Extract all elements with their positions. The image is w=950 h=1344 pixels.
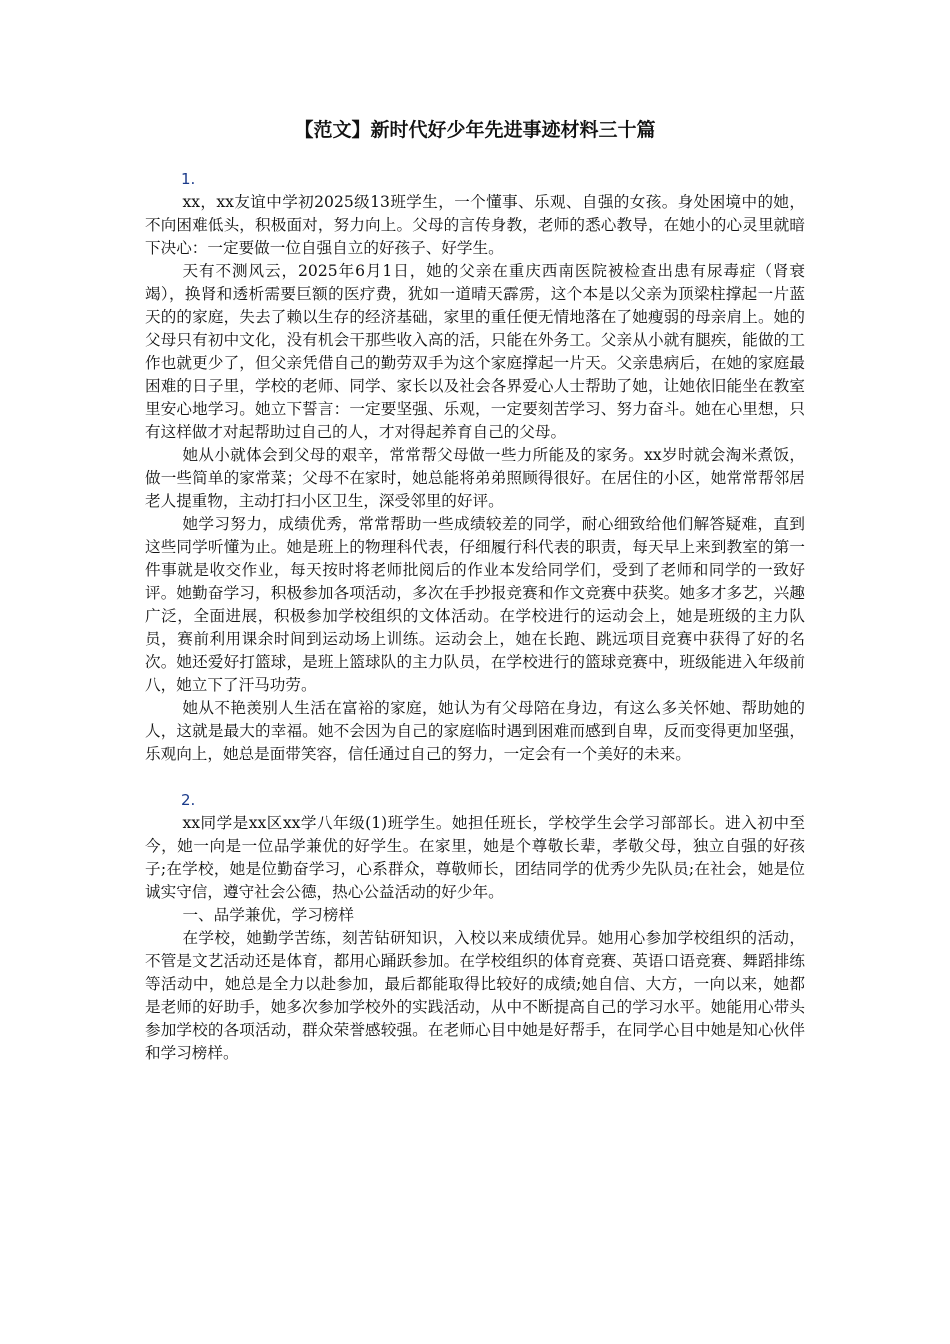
section-1 [145, 168, 805, 766]
section-2 [145, 789, 805, 1065]
subheading: 一、品学兼优，学习榜样 [182, 906, 354, 924]
section-number: 2. [181, 791, 196, 809]
document-body [145, 168, 805, 1065]
paragraph: 天有不测风云，2025年6月1日，她的父亲在重庆西南医院被检查出患有尿毒症（肾衰竭），换肾和透析需要巨额的医疗费，犹如一道晴天霹雳，这个本是以父亲为顶梁柱撑起一片蓝天的的家庭，失去了赖以生存的经济基础，家里的重任便无情地落在了她瘦弱的母亲肩上。她的父母只有初中文化，没有机会干那些收入高的活，只能在外务工。父亲从小就有腿疾，能做的工作也就更少了，但父亲凭借自己的勤劳双手为这个家庭撑起一片天。父亲患病后，在她的家庭最困难的日子里，学校的老师、同学、家长以及社会各界爱心人士帮助了她，让她依旧能坐在教室里安心地学习。她立下誓言：一定要坚强、乐观，一定要刻苦学习、努力奋斗。她在心里想，只有这样做才对起帮助过自己的人，才对得起养育自己的父母。 [145, 262, 805, 441]
paragraph: 她从小就体会到父母的艰辛，常常帮父母做一些力所能及的家务。xx岁时就会淘米煮饭，做一些简单的家常菜；父母不在家时，她总能将弟弟照顾得很好。在居住的小区，她常常帮邻居老人提重物，主动打扫小区卫生，深受邻里的好评。 [145, 446, 805, 510]
paragraph: xx同学是xx区xx学八年级(1)班学生。她担任班长，学校学生会学习部部长。进入初中至今，她一向是一位品学兼优的好学生。在家里，她是个尊敬长辈，孝敬父母，独立自强的好孩子;在学校，她是位勤奋学习，心系群众，尊敬师长，团结同学的优秀少先队员;在社会，她是位诚实守信，遵守社会公德，热心公益活动的好少年。 [145, 814, 805, 901]
section-spacer [145, 766, 805, 789]
section-number: 1. [181, 170, 196, 188]
paragraph: 在学校，她勤学苦练，刻苦钻研知识，入校以来成绩优异。她用心参加学校组织的活动，不管是文艺活动还是体育，都用心踊跃参加。在学校组织的体育竞赛、英语口语竞赛、舞蹈排练等活动中，她总是全力以赴参加，最后都能取得比较好的成绩;她自信、大方，一向以来，她都是老师的好助手，她多次参加学校外的实践活动，从中不断提高自己的学习水平。她能用心带头参加学校的各项活动，群众荣誉感较强。在老师心目中她是好帮手，在同学心目中她是知心伙伴和学习榜样。 [145, 929, 805, 1062]
paragraph: 她从不艳羡别人生活在富裕的家庭，她认为有父母陪在身边，有这么多关怀她、帮助她的人，这就是最大的幸福。她不会因为自己的家庭临时遇到困难而感到自卑，反而变得更加坚强，乐观向上，她总是面带笑容，信任通过自己的努力，一定会有一个美好的未来。 [145, 699, 805, 763]
paragraph: 她学习努力，成绩优秀，常常帮助一些成绩较差的同学，耐心细致给他们解答疑难，直到这些同学听懂为止。她是班上的物理科代表，仔细履行科代表的职责，每天早上来到教室的第一件事就是收交作业，每天按时将老师批阅后的作业本发给同学们，受到了老师和同学的一致好评。她勤奋学习，积极参加各项活动，多次在手抄报竞赛和作文竞赛中获奖。她多才多艺，兴趣广泛，全面进展，积极参加学校组织的文体活动。在学校进行的运动会上，她是班级的主力队员，赛前利用课余时间到运动场上训练。运动会上，她在长跑、跳远项目竞赛中获得了好的名次。她还爱好打篮球，是班上篮球队的主力队员，在学校进行的篮球竞赛中，班级能进入年级前八，她立下了汗马功劳。 [145, 515, 805, 694]
paragraph: xx，xx友谊中学初2025级13班学生，一个懂事、乐观、自强的女孩。身处困境中的她，不向困难低头，积极面对，努力向上。父母的言传身教，老师的悉心教导，在她小的心灵里就暗下决心：一定要做一位自强自立的好孩子、好学生。 [145, 193, 805, 257]
document-title: 【范文】新时代好少年先进事迹材料三十篇 [294, 119, 656, 141]
